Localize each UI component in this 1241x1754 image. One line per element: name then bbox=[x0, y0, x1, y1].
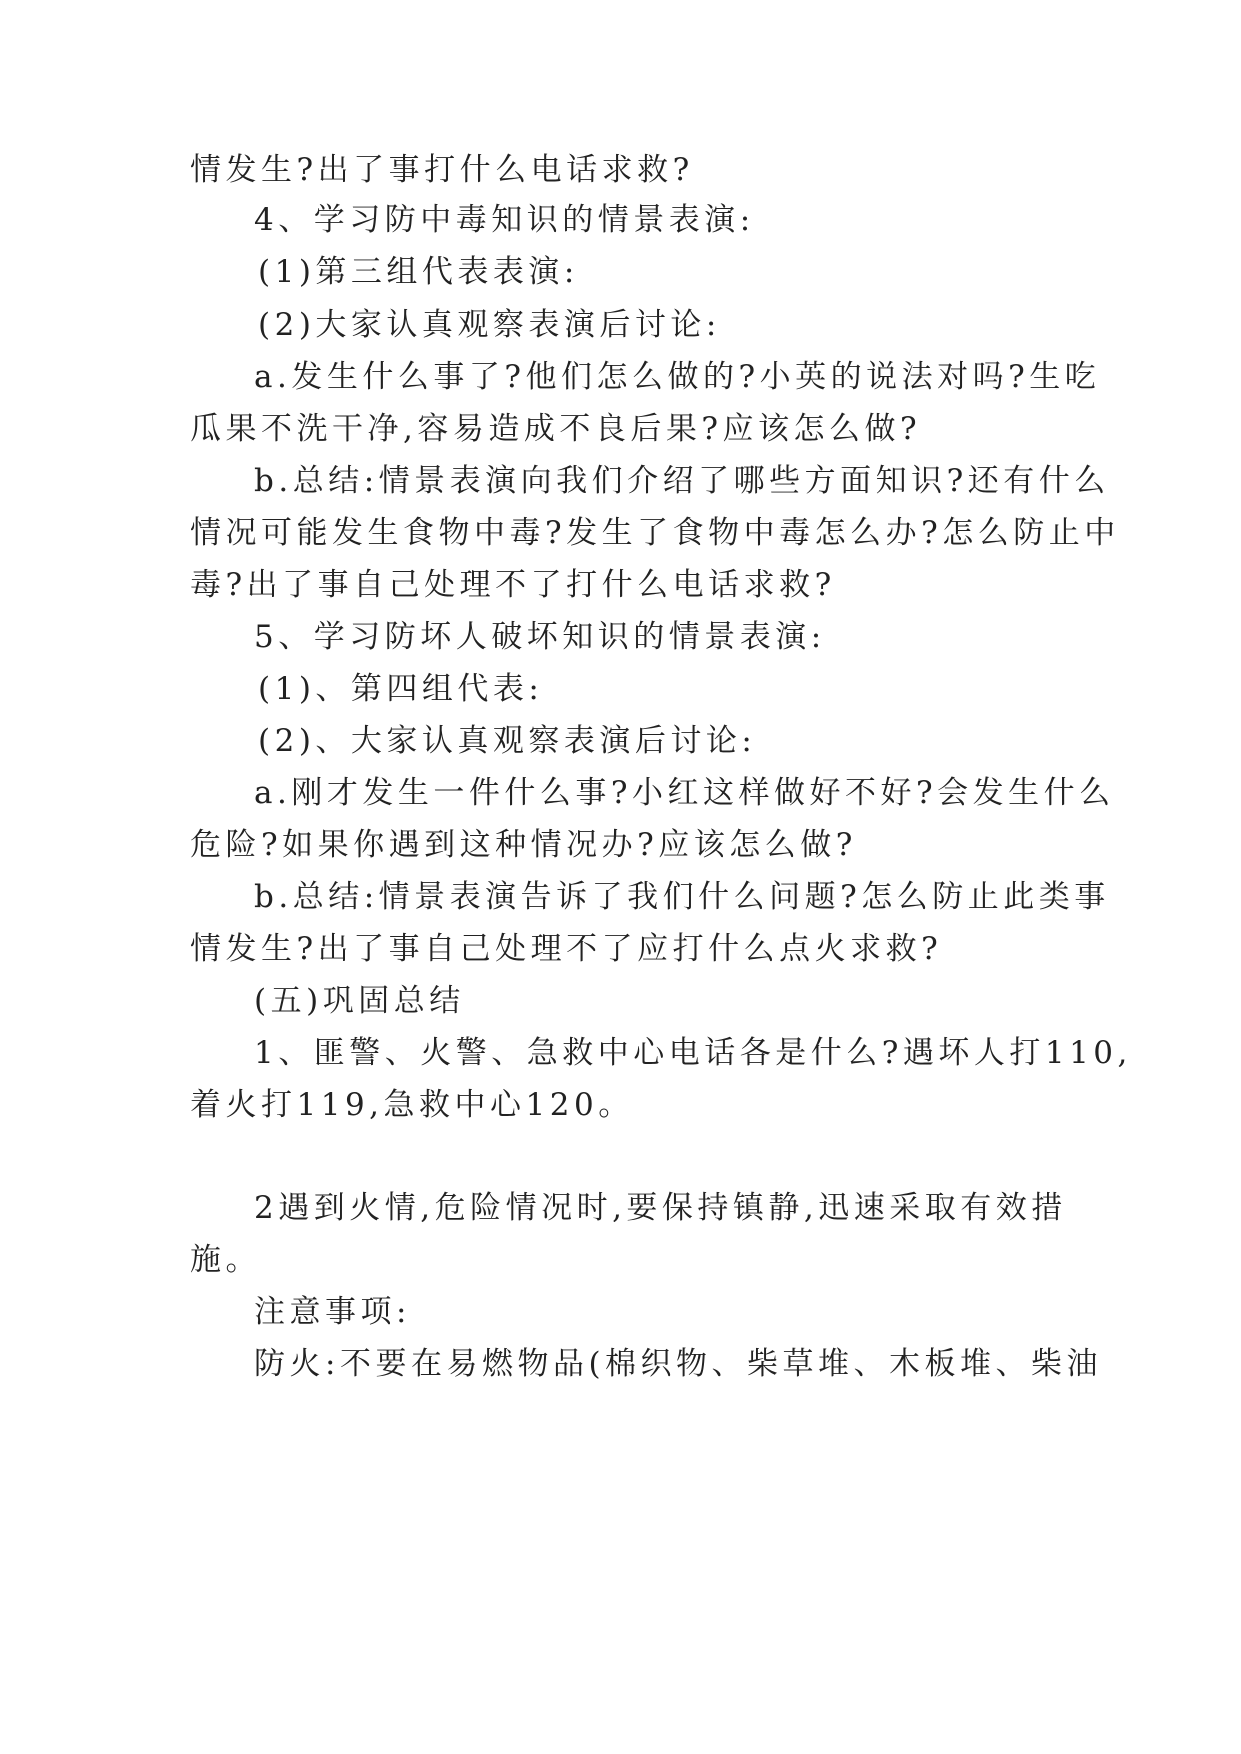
list-item: (2)、大家认真观察表演后讨论: bbox=[258, 723, 757, 759]
paragraph-line: b.总结:情景表演告诉了我们什么问题?怎么防止此类事 bbox=[254, 879, 1110, 915]
section-heading: 注意事项: bbox=[254, 1294, 411, 1330]
paragraph-line: 瓜果不洗干净,容易造成不良后果?应该怎么做? bbox=[190, 411, 922, 447]
list-item: (1)第三组代表表演: bbox=[258, 254, 579, 290]
paragraph-line: 情况可能发生食物中毒?发生了食物中毒怎么办?怎么防止中 bbox=[190, 515, 1120, 551]
paragraph-line: 危险?如果你遇到这种情况办?应该怎么做? bbox=[190, 827, 857, 863]
paragraph-line: 施。 bbox=[190, 1242, 261, 1278]
paragraph-line: 毒?出了事自己处理不了打什么电话求救? bbox=[190, 567, 836, 603]
section-heading: 5、学习防坏人破坏知识的情景表演: bbox=[254, 619, 826, 655]
paragraph-line: 着火打119,急救中心120。 bbox=[190, 1087, 634, 1123]
list-item: (1)、第四组代表: bbox=[258, 671, 544, 707]
paragraph-line: 1、匪警、火警、急救中心电话各是什么?遇坏人打110, bbox=[254, 1035, 1132, 1071]
section-heading: (五)巩固总结 bbox=[254, 983, 465, 1019]
paragraph-line: a.刚才发生一件什么事?小红这样做好不好?会发生什么 bbox=[254, 775, 1115, 811]
list-item: (2)大家认真观察表演后讨论: bbox=[258, 307, 721, 343]
paragraph-line: 2遇到火情,危险情况时,要保持镇静,迅速采取有效措 bbox=[254, 1190, 1067, 1226]
paragraph-line: b.总结:情景表演向我们介绍了哪些方面知识?还有什么 bbox=[254, 463, 1110, 499]
section-heading: 4、学习防中毒知识的情景表演: bbox=[254, 202, 755, 238]
paragraph-line: 防火:不要在易燃物品(棉织物、柴草堆、木板堆、柴油 bbox=[254, 1346, 1103, 1382]
paragraph-line: a.发生什么事了?他们怎么做的?小英的说法对吗?生吃 bbox=[254, 359, 1101, 395]
paragraph-line: 情发生?出了事打什么电话求救? bbox=[190, 152, 694, 188]
paragraph-line: 情发生?出了事自己处理不了应打什么点火求救? bbox=[190, 931, 943, 967]
